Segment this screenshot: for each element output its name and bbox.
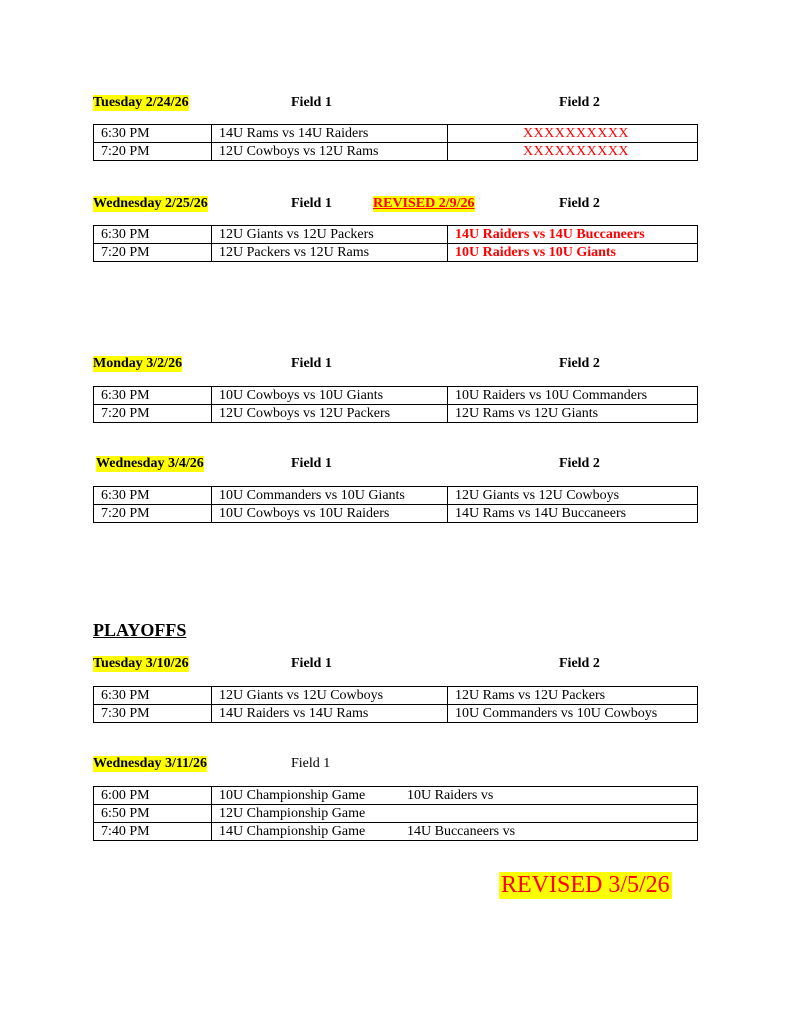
field1-game-cell: 14U Raiders vs 14U Rams: [212, 705, 448, 723]
field1-game-cell: 10U Cowboys vs 10U Giants: [212, 387, 448, 405]
field1-header: Field 1: [291, 756, 331, 771]
time-cell: 6:30 PM: [94, 226, 212, 244]
field2-game-cell: 14U Raiders vs 14U Buccaneers: [448, 226, 698, 244]
table-row: [94, 244, 698, 262]
schedule-table: [93, 225, 698, 262]
championship-cell: [212, 805, 698, 823]
field1-game-cell: 12U Packers vs 12U Rams: [212, 244, 448, 262]
field2-header: Field 2: [559, 456, 600, 471]
field2-header: Field 2: [559, 656, 600, 671]
schedule-table: [93, 486, 698, 523]
field2-game-cell: 10U Raiders vs 10U Giants: [448, 244, 698, 262]
time-cell: 6:50 PM: [94, 805, 212, 823]
game-teams: 14U Buccaneers vs: [407, 824, 516, 839]
field2-header: Field 2: [559, 196, 600, 211]
field1-game-cell: 12U Cowboys vs 12U Rams: [212, 143, 448, 161]
table-row: [94, 405, 698, 423]
playoffs-heading: PLAYOFFS: [93, 620, 187, 640]
field2-cancelled-cell: XXXXXXXXXX: [448, 143, 698, 161]
field1-game-cell: 12U Cowboys vs 12U Packers: [212, 405, 448, 423]
day-label: Tuesday 3/10/26: [93, 656, 189, 671]
table-row: [94, 687, 698, 705]
schedule-table: [93, 124, 698, 161]
field1-game-cell: 12U Giants vs 12U Packers: [212, 226, 448, 244]
field1-header: Field 1: [291, 196, 332, 211]
field2-game-cell: 10U Commanders vs 10U Cowboys: [448, 705, 698, 723]
field1-game-cell: 14U Rams vs 14U Raiders: [212, 125, 448, 143]
day-label: Wednesday 3/4/26: [96, 456, 204, 471]
field1-header: Field 1: [291, 656, 332, 671]
day-label: Wednesday 2/25/26: [93, 196, 208, 211]
table-row: [94, 487, 698, 505]
field2-header: Field 2: [559, 95, 600, 110]
time-cell: 6:30 PM: [94, 487, 212, 505]
time-cell: 7:40 PM: [94, 823, 212, 841]
time-cell: 6:30 PM: [94, 125, 212, 143]
field1-game-cell: 10U Commanders vs 10U Giants: [212, 487, 448, 505]
game-name: 12U Championship Game: [219, 806, 366, 821]
day-label: Wednesday 3/11/26: [93, 756, 207, 771]
field1-header: Field 1: [291, 456, 332, 471]
time-cell: 7:20 PM: [94, 143, 212, 161]
field2-cancelled-cell: XXXXXXXXXX: [448, 125, 698, 143]
day-label: Tuesday 2/24/26: [93, 95, 189, 110]
time-cell: 7:20 PM: [94, 405, 212, 423]
table-row: [94, 805, 698, 823]
field2-game-cell: 14U Rams vs 14U Buccaneers: [448, 505, 698, 523]
table-row: [94, 226, 698, 244]
field1-game-cell: 10U Cowboys vs 10U Raiders: [212, 505, 448, 523]
championship-table: [93, 786, 698, 841]
table-row: [94, 823, 698, 841]
time-cell: 6:00 PM: [94, 787, 212, 805]
field1-header: Field 1: [291, 356, 332, 371]
table-row: [94, 505, 698, 523]
field2-game-cell: 12U Rams vs 12U Packers: [448, 687, 698, 705]
schedule-table: [93, 386, 698, 423]
field2-header: Field 2: [559, 356, 600, 371]
table-row: [94, 387, 698, 405]
championship-cell: [212, 787, 698, 805]
time-cell: 7:20 PM: [94, 244, 212, 262]
table-row: [94, 143, 698, 161]
day-label: Monday 3/2/26: [93, 356, 183, 371]
revised-notice: REVISED 2/9/26: [373, 196, 475, 211]
table-row: [94, 125, 698, 143]
game-name: 10U Championship Game: [219, 788, 366, 803]
field1-game-cell: 12U Giants vs 12U Cowboys: [212, 687, 448, 705]
revised-footer-notice: REVISED 3/5/26: [501, 872, 670, 898]
game-name: 14U Championship Game: [219, 824, 366, 839]
championship-cell: [212, 823, 698, 841]
field2-game-cell: 12U Rams vs 12U Giants: [448, 405, 698, 423]
time-cell: 7:30 PM: [94, 705, 212, 723]
time-cell: 7:20 PM: [94, 505, 212, 523]
time-cell: 6:30 PM: [94, 687, 212, 705]
time-cell: 6:30 PM: [94, 387, 212, 405]
schedule-table: [93, 686, 698, 723]
field2-game-cell: 12U Giants vs 12U Cowboys: [448, 487, 698, 505]
table-row: [94, 787, 698, 805]
field2-game-cell: 10U Raiders vs 10U Commanders: [448, 387, 698, 405]
game-teams: 10U Raiders vs: [407, 788, 494, 803]
field1-header: Field 1: [291, 95, 332, 110]
table-row: [94, 705, 698, 723]
